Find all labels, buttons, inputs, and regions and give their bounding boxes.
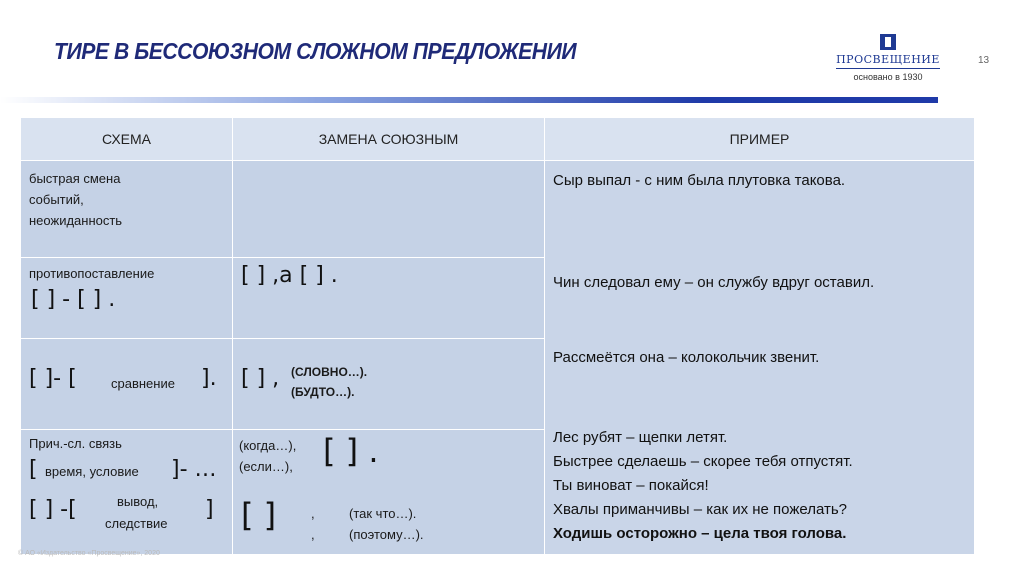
example-text: Быстрее сделаешь – скорее тебя отпустят.	[553, 453, 853, 470]
scheme-text: событий,	[29, 192, 84, 207]
scheme-cell-4	[21, 430, 233, 555]
scheme-cell-3	[21, 339, 233, 430]
scheme-word: время, условие	[45, 464, 139, 479]
example-text-bold: Ходишь осторожно – цела твоя голова.	[553, 525, 847, 542]
scheme-formula-left: [ ]- [	[29, 366, 77, 391]
example-text: Лес рубят – щепки летят.	[553, 429, 728, 446]
scheme-word: сравнение	[111, 376, 175, 391]
example-text: Сыр выпал - с ним была плутовка такова.	[553, 172, 846, 189]
replacement-cell-4	[233, 430, 545, 555]
replacement-word: (БУДТО…).	[291, 385, 355, 399]
replacement-cell-1	[233, 161, 545, 258]
replacement-word: (если…),	[239, 459, 293, 474]
scheme-bracket: ]	[205, 497, 214, 522]
replacement-cell-3	[233, 339, 545, 430]
scheme-text: неожиданность	[29, 213, 123, 228]
page-number: 13	[978, 55, 990, 66]
rules-table	[20, 117, 975, 555]
replacement-formula: [ ] ,	[241, 366, 280, 391]
logo-emblem-icon	[880, 34, 896, 50]
scheme-formula-right: ].	[201, 366, 217, 391]
replacement-word: (СЛОВНО…).	[291, 365, 368, 379]
replacement-comma: ,	[311, 527, 315, 542]
replacement-word: (когда…),	[239, 438, 297, 453]
logo-since: основано в 1930	[853, 72, 923, 82]
replacement-word: (так что…).	[349, 506, 417, 521]
page-title: ТИРЕ В БЕССОЮЗНОМ СЛОЖНОМ ПРЕДЛОЖЕНИИ	[54, 38, 577, 64]
replacement-formula: [ ] .	[323, 432, 379, 470]
scheme-bracket: [ ] -[	[29, 497, 77, 522]
scheme-word: вывод,	[117, 494, 159, 509]
publisher-logo	[836, 34, 940, 82]
header-divider	[0, 97, 938, 103]
footer-copyright: © АО «Издательство «Просвещение», 2020	[18, 550, 160, 557]
scheme-formula: [ ] - [ ] .	[31, 287, 116, 312]
header-replacement: ЗАМЕНА СОЮЗНЫМ	[233, 118, 545, 161]
header-scheme: СХЕМА	[21, 118, 233, 161]
scheme-bracket: [	[29, 457, 38, 482]
logo-name: ПРОСВЕЩЕНИЕ	[836, 53, 940, 69]
header-example: ПРИМЕР	[545, 118, 975, 161]
replacement-formula: [ ]	[241, 496, 277, 534]
example-text: Ты виноват – покайся!	[553, 477, 709, 494]
example-text: Чин следовал ему – он службу вдруг оставил.	[553, 274, 875, 291]
replacement-formula: [ ] ,а [ ] .	[241, 263, 338, 288]
example-text: Хвалы приманчивы – как их не пожелать?	[553, 501, 848, 518]
scheme-cell-1	[21, 161, 233, 258]
replacement-word: (поэтому…).	[349, 527, 424, 542]
scheme-label: противопоставление	[29, 266, 155, 281]
replacement-cell-2	[233, 258, 545, 339]
scheme-bracket: ]- …	[171, 457, 217, 482]
example-cell	[545, 161, 975, 555]
scheme-cell-2	[21, 258, 233, 339]
scheme-text: быстрая смена	[29, 171, 121, 186]
example-text: Рассмеётся она – колокольчик звенит.	[553, 349, 820, 366]
replacement-comma: ,	[311, 506, 315, 521]
scheme-word: следствие	[105, 516, 168, 531]
scheme-label: Прич.-сл. связь	[29, 436, 122, 451]
